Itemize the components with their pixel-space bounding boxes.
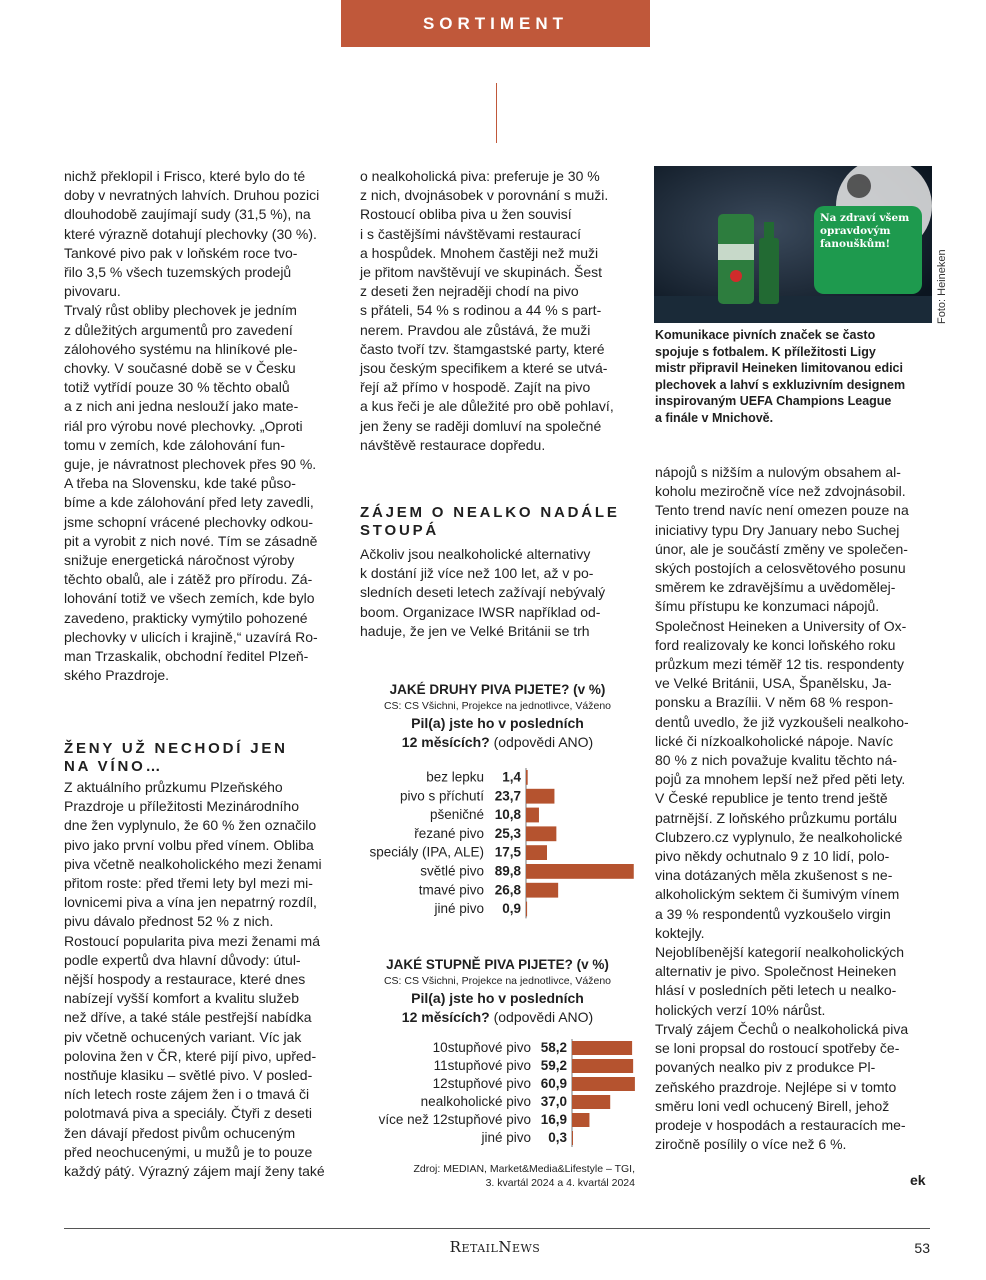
value-label: 25,3 [494,825,521,841]
text-line: ponsku a Brazílii. V něm 68 % respon- [655,694,894,711]
text-line: totiž vytřídí pouze 30 % těchto obalů [64,379,290,396]
text-line: guje, je návratnost plechovek přes 90 %. [64,456,317,473]
text-line: Z aktuálního průzkumu Plzeňského [64,779,283,795]
caption-line: mistr připravil Heineken limitovanou edici [655,361,903,375]
text-line: pivo jako první volbu před vínem. Obliba [64,836,314,853]
text-line: koktejly. [655,924,705,941]
category-label: 11stupňové pivo [433,1057,531,1073]
text-line: haduje, že jen ve Velké Británii se trh [360,622,590,639]
bar [526,808,539,823]
text-line: lické či nízkoalkoholické nápoje. Navíc [655,732,894,749]
category-label: pivo s příchutí [399,788,484,804]
category-label: speciály (IPA, ALE) [369,844,484,860]
caption-line: spojuje s fotbalem. K příležitosti Ligy [655,344,876,359]
value-label: 89,8 [494,863,521,879]
category-label: pšeničné [429,807,484,823]
category-label: jiné pivo [481,1129,531,1145]
article-column-1 [64,167,344,685]
text-line: lohování totiž ve všech zemích, kde bylo [64,590,315,607]
text-line: pivovaru. [64,283,121,300]
text-line: zavedeno, prakticky vymýtilo pohozené [64,609,308,626]
text-line: jen ženy se raději domluví na společné [360,417,602,434]
footer-logo: RetailNews [449,1238,541,1256]
text-line: povaných nealko piv z produkce Pl- [655,1059,876,1076]
bar [526,883,558,898]
heading-line: STOUPÁ [360,522,440,539]
text-line: se loni propsal do rostoucí spotřeby če- [655,1040,900,1057]
text-line: vina dotázaných měla zkušenost s ne- [655,867,893,884]
text-line: šímu přístupu ke konzumaci nápojů. [655,598,880,615]
text-line: doby v nevratných lahvích. Druhou pozici [64,187,320,204]
text-line: dlouhodobě zaujímají sudy (31,5 %), na [64,206,311,223]
text-line: a z nich ani jedna neslouží jako mate- [64,398,299,415]
chart-question-line-1: Pil(a) jste ho v posledních [411,715,584,731]
text-line: sledních deseti letech zažívají nebývalý [360,584,606,601]
caption-line: inspirovaným UEFA Champions League [655,394,892,408]
text-line: zálohového systému na hliníkové ple- [64,340,298,357]
text-line: je přitom navštěvují ve skupinách. Šest [360,264,603,281]
value-label: 16,9 [540,1111,567,1127]
text-line: bíme a kde zálohování před lety zavedli, [64,494,314,511]
category-label: bez lepku [426,769,484,785]
chart-question-rest: (odpovědi ANO) [493,734,594,750]
photo-caption [655,327,935,426]
category-label: jiné pivo [434,901,484,917]
text-line: dentů uvedlo, že již vyzkoušeli nealkoho- [655,713,909,730]
text-line: i s častějšími návštěvami restaurací [360,225,581,242]
value-label: 37,0 [540,1093,567,1109]
text-line: snižuje energetická náročnost výroby [64,552,295,569]
article-column-3 [655,463,935,1154]
chart-beer-degrees [360,957,635,1145]
text-line: těchto obalů, ale i zátěž pro přírodu. Zá- [64,571,313,588]
text-line: a 39 % respondentů vyzkoušelo virgin [655,905,891,922]
text-line: Rostoucí popularita piva mezi ženami má [64,932,321,949]
value-label: 26,8 [494,882,521,898]
value-label: 0,9 [502,901,521,917]
bar [572,1131,573,1145]
chart-beer-types-plot [360,768,635,918]
text-line: piva včetně nealkoholického mezi ženami [64,855,322,872]
text-line: směru loni vedl ochucený Birell, jehož [655,1097,890,1114]
text-line: ve Velké Británii, USA, Španělsku, Ja- [655,675,892,692]
source-line-1: Zdroj: MEDIAN, Market&Media&Lifestyle – TGI, [413,1163,635,1175]
promo-line-2: opravdovým [820,225,891,237]
bar [526,864,634,879]
chart-question [360,989,635,1027]
text-line: prodeje v hospodách a restauracích me- [655,1116,906,1133]
text-line: piv včetně ochucených variant. Víc jak [64,1028,302,1045]
text-line: z nich, dvojnásobek v porovnání s muži. [360,187,609,204]
text-line: Ačkoliv jsou nealkoholické alternativy [360,546,591,562]
text-line: nostňuje klasiku – světlé pivo. V posled- [64,1067,313,1084]
bar [526,770,528,785]
text-line: průzkum mezi téměř 12 tis. respondenty [655,656,904,673]
text-line: riál pro výrobu nové plechovky. „Oproti [64,417,303,434]
chart-title: JAKÉ DRUHY PIVA PIJETE? (v %) [389,682,606,697]
text-line: o nealkoholická piva: preferuje je 30 % [360,168,600,184]
text-line: ských postojích a celosvětového posunu [655,560,906,577]
source-line-2: 3. kvartál 2024 a 4. kvartál 2024 [485,1177,635,1189]
text-line: Tento trend navíc není omezen pouze na [655,502,909,519]
text-line: patrnější. Z loňského průzkumu portálu [655,809,898,826]
text-line: řejí až přímo v hospodě. Zajít na pivo [360,379,591,396]
text-line: s přáteli, 54 % s rodinou a 44 % s part- [360,302,602,319]
text-line: nápojů s nižším a nulovým obsahem al- [655,464,901,480]
bar [572,1095,610,1109]
text-line: alternativ je pivo. Společnost Heineken [655,963,897,980]
value-label: 10,8 [494,807,521,823]
text-line: koholu meziročně více než zdvojnásobil. [655,483,906,500]
text-line: tomu v zemích, kde zálohování fun- [64,436,285,453]
value-label: 59,2 [540,1057,567,1073]
chart-question-line-2: 12 měsících? [401,1009,490,1025]
article-column-2 [360,167,635,455]
text-line: nichž překlopil i Frisco, které bylo do té [64,168,306,184]
text-line: a hospůdek. Mnohem častěji než muži [360,244,599,261]
heading-line: NA VÍNO… [64,758,164,775]
chart-subtitle: CS: CS Všichni, Projekce na jednotlivce, Váženo [383,700,612,712]
article-column-2-part-2 [360,545,635,641]
text-line: boom. Organizace IWSR například od- [360,603,601,620]
text-line: které výrazně dotahují plechovky (30 %). [64,225,317,242]
chart-beer-types [360,682,635,917]
text-line: únor, ale je součástí změny ve společen- [655,540,908,557]
text-line: pivu dávalo přednost 52 % z nich. [64,913,274,930]
text-line: pit a vyrobit z nich nové. Tím se zásadně [64,532,318,549]
author-signoff: ek [910,1172,926,1188]
category-label: více než 12stupňové pivo [378,1111,531,1127]
category-label: řezané pivo [414,825,484,841]
bar [526,845,547,860]
heineken-photo [654,166,932,323]
text-line: přitom roste: před třemi lety byl mezi mi- [64,875,313,892]
section-heading-women [64,740,344,776]
text-line: řilo 3,5 % všech tuzemských prodejů [64,264,292,281]
promo-line-3: fanouškům! [820,238,891,250]
text-line: z deseti žen nejraději chodí na pivo [360,283,579,300]
text-line: zeňského prazdroje. Nejlépe si v tomto [655,1078,897,1095]
category-label: 10stupňové pivo [432,1039,531,1055]
text-line: Rostoucí obliba piva u žen souvisí [360,206,572,223]
text-line: jsme schopní vrácené plechovky odkou- [64,513,314,530]
text-line: Trvalý zájem Čechů o nealkoholická piva [655,1020,909,1037]
promo-line-1: Na zdraví všem [820,212,910,224]
photo-credit: Foto: Heineken [936,249,948,324]
category-label: nealkoholické pivo [420,1093,531,1109]
text-line: každý pátý. Výrazný zájem mají ženy také [64,1163,325,1180]
bar [526,902,527,917]
text-line: Clubzero.cz vyplynulo, že nealkoholické [655,828,903,845]
text-line: ních letech roste zájem žen i o tmavá či [64,1086,310,1103]
text-line: holických verzí 10% nárůst. [655,1001,826,1018]
chart-question [360,714,635,752]
section-banner: SORTIMENT [341,0,650,47]
bar [572,1077,635,1091]
chart-question-line-2: 12 měsících? [401,734,490,750]
text-line: Tankové pivo pak v loňském roce tvo- [64,244,298,261]
text-line: a kus řeči je ale důležité pro obě pohlaví, [360,398,614,415]
text-line: lovnicemi piva a vína jen nepatrný rozdíl, [64,894,317,911]
text-line: nerem. Pravdou ale zůstává, že muži [360,321,591,338]
text-line: pivo někdy ochutnalo 9 z 10 lidí, polo- [655,848,890,865]
caption-line: plechovek a lahví s exkluzivním designem [655,377,906,392]
bar [526,826,556,841]
category-label: světlé pivo [420,863,484,879]
text-line: iniciativy typu Dry January nebo Suchej [655,521,900,538]
text-line: ziročně posílily o více než 6 %. [655,1136,847,1153]
text-line: Nejoblíbenější kategorií nealkoholických [655,944,905,961]
value-label: 17,5 [494,844,521,860]
text-line: ského Prazdroje. [64,667,170,684]
text-line: Společnost Heineken a University of Ox- [655,617,907,634]
bar [572,1059,633,1073]
caption-line: Komunikace pivních značek se často [655,328,876,342]
category-label: tmavé pivo [418,882,484,898]
text-line: chovky. V současné době se v Česku [64,360,296,377]
text-line: podle expertů dva hlavní důvody: útul- [64,951,301,968]
heading-line: ŽENY UŽ NECHODÍ JEN [64,740,288,757]
text-line: před neochucenými, u mužů je to pouze [64,1143,313,1160]
text-line: hlásí v posledních pěti letech u nealko- [655,982,897,999]
photo-credit-wrapper [936,249,986,336]
text-line: alkoholickým sektem či šumivým vínem [655,886,900,903]
text-line: 80 % z nich považuje kvalitu těchto ná- [655,752,898,769]
text-line: polovina žen v ČR, které pijí pivo, upřed- [64,1047,317,1064]
text-line: polotmavá piva a speciály. Čtyři z deseti [64,1105,312,1122]
text-line: než dříve, a také stále pestřejší nabídka [64,1009,312,1026]
text-line: man Trzaskalik, obchodní ředitel Plzeň- [64,648,309,665]
chart-title: JAKÉ STUPNĚ PIVA PIJETE? (v %) [386,957,609,972]
text-line: Prazdroje u příležitosti Mezinárodního [64,798,300,815]
text-line: dne žen vyplynulo, že 60 % žen označilo [64,817,317,834]
text-line: směrem ke zdravějšímu a uvědomělej- [655,579,896,596]
text-line: Trvalý růst obliby plechovek je jedním [64,302,297,319]
text-line: často tvoří tzv. štamgastské party, které [360,340,605,357]
value-label: 58,2 [540,1039,567,1055]
text-line: jsou českým specifikem a které se utvá- [360,360,608,377]
text-line: plechovky v ulicích i krajině,“ uzavírá Ro- [64,628,318,645]
text-line: V České republice je tento trend ještě [655,790,888,807]
chart-source [360,1162,635,1190]
text-line: žen dávají předost pivům ochuceným [64,1124,296,1141]
text-line: návštěvě restaurace dopředu. [360,436,546,453]
bar [526,789,554,804]
chart-beer-degrees-plot [360,1039,635,1159]
footer-divider [64,1228,930,1229]
article-column-1-part-2 [64,778,344,1181]
text-line: z důležitých argumentů pro zavedení [64,321,293,338]
caption-line: a finále v Mnichově. [655,410,774,425]
text-line: ford realizovaly ke konci loňského roku [655,636,896,653]
text-line: pojů za mnohem lepší než před pěti lety. [655,771,906,788]
chart-question-rest: (odpovědi ANO) [493,1009,594,1025]
chart-subtitle: CS: CS Všichni, Projekce na jednotlivce, Váženo [383,975,612,987]
value-label: 23,7 [494,788,521,804]
value-label: 1,4 [502,769,521,785]
category-label: 12stupňové pivo [432,1075,531,1091]
text-line: A třeba na Slovensku, kde také půso- [64,475,296,492]
value-label: 0,3 [548,1129,567,1145]
text-line: nější hospody a restaurace, které dnes [64,971,306,988]
bar [572,1041,632,1055]
decorative-divider [496,83,497,143]
bar [572,1113,589,1127]
page-number: 53 [914,1240,930,1256]
text-line: nabízejí vyšší komfort a kvalitu služeb [64,990,299,1007]
text-line: k dostání již více než 100 let, až v po- [360,565,594,582]
chart-question-line-1: Pil(a) jste ho v posledních [411,990,584,1006]
value-label: 60,9 [540,1075,567,1091]
section-heading-nealko [360,504,640,540]
heading-line: ZÁJEM O NEALKO NADÁLE [360,504,620,521]
